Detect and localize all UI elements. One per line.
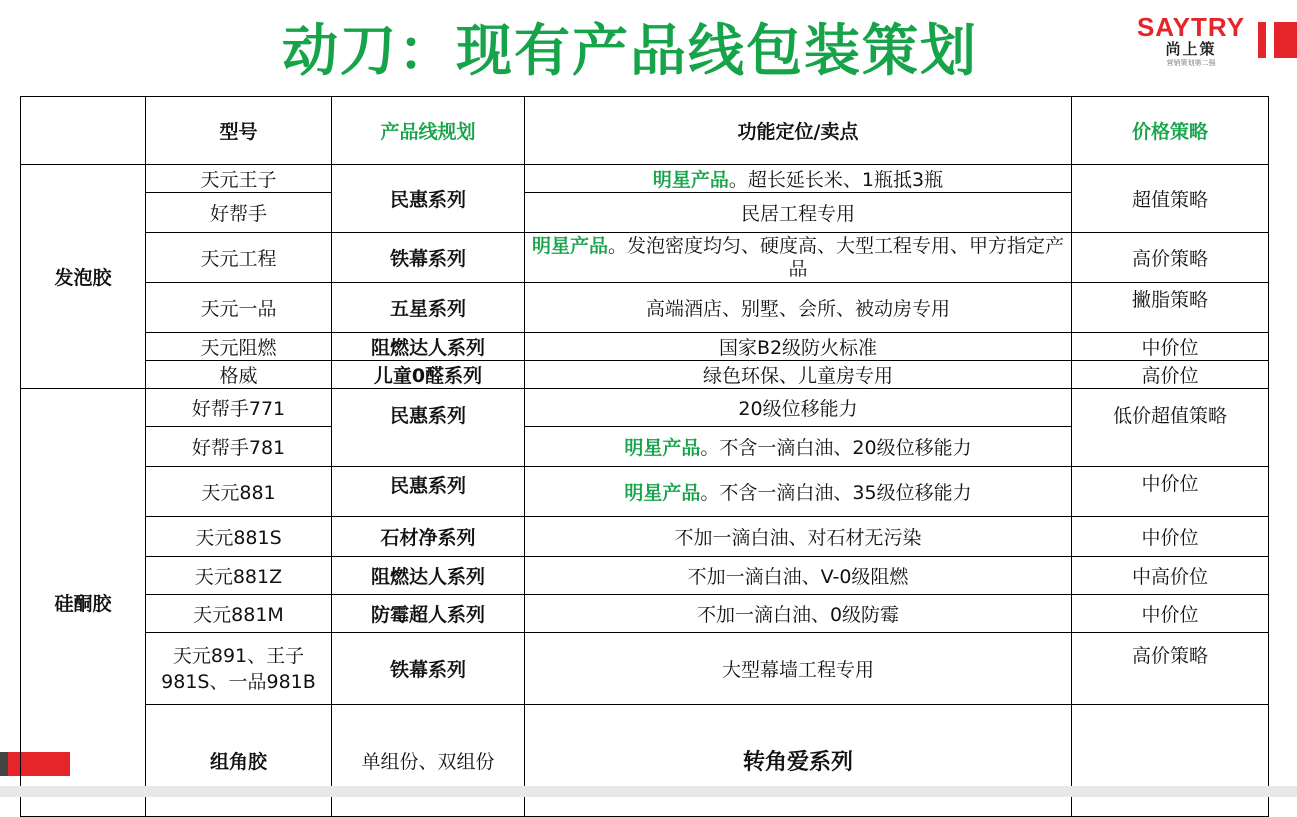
table-row [21,283,1269,333]
price-cell: 撇脂策略 [1072,283,1269,333]
feature-cell: 20级位移能力 [525,389,1072,427]
model-cell: 天元一品 [146,283,332,333]
table-row [21,165,1269,193]
logo-sub: 营销策划第二强 [1166,60,1216,67]
header-cell-series: 产品线规划 [332,97,525,165]
feature-cell: 不加一滴白油、0级防霉 [525,595,1072,633]
table-row [21,633,1269,705]
corner-notch [1266,22,1274,58]
series-cell: 石材净系列 [332,517,525,557]
model-cell: 好帮手771 [146,389,332,427]
star-product-label: 明星产品 [624,482,701,504]
price-cell: 高价策略 [1072,633,1269,705]
feature-cell: 大型幕墙工程专用 [525,633,1072,705]
series-cell: 阻燃达人系列 [332,333,525,361]
feature-cell [525,467,1072,517]
table-row [21,389,1269,427]
feature-cell [1072,705,1269,817]
series-cell: 阻燃达人系列 [332,557,525,595]
header-cell-price: 价格策略 [1072,97,1269,165]
model-cell: 好帮手 [146,193,332,233]
saytry-logo [1135,13,1247,73]
price-cell: 高价位 [1072,361,1269,389]
price-cell: 中高价位 [1072,557,1269,595]
price-cell: 中价位 [1072,467,1269,517]
model-cell: 天元阻燃 [146,333,332,361]
feature-cell: 不加一滴白油、V-0级阻燃 [525,557,1072,595]
series-cell: 儿童0醛系列 [332,361,525,389]
feature-cell: 不加一滴白油、对石材无污染 [525,517,1072,557]
feature-cell [525,233,1072,283]
feature-cell [525,165,1072,193]
series-cell: 转角爱系列 [525,705,1072,817]
table-row [21,705,1269,817]
price-cell: 高价策略 [1072,233,1269,283]
table-header-row [21,97,1269,165]
star-product-label: 明星产品 [652,169,729,191]
corner-dark-strip [0,752,8,776]
category-foam: 发泡胶 [21,165,146,389]
feature-cell: 绿色环保、儿童房专用 [525,361,1072,389]
logo-brand: SAYTRY [1136,12,1246,42]
feature-cell: 民居工程专用 [525,193,1072,233]
feature-text: 。不含一滴白油、35级位移能力 [700,482,972,504]
price-cell: 中价位 [1072,517,1269,557]
model-cell: 天元881 [146,467,332,517]
model-cell: 天元881S [146,517,332,557]
series-cell: 民惠系列 [332,389,525,467]
product-line-table [20,96,1269,817]
header-cell-model: 型号 [146,97,332,165]
feature-cell: 国家B2级防火标准 [525,333,1072,361]
series-cell: 铁幕系列 [332,633,525,705]
model-cell: 天元881Z [146,557,332,595]
price-cell: 超值策略 [1072,165,1269,233]
category-silicone: 硅酮胶 [21,389,146,817]
table-row [21,361,1269,389]
feature-text: 。超长延长米、1瓶抵3瓶 [728,169,944,191]
model-cell: 天元891、王子981S、一品981B [146,633,332,705]
category-corner: 组角胶 [146,705,332,817]
series-cell: 民惠系列 [332,165,525,233]
price-cell: 中价位 [1072,595,1269,633]
model-cell: 天元881M [146,595,332,633]
feature-text: 。发泡密度均匀、硬度高、大型工程专用、甲方指定产品 [608,234,1065,280]
price-cell: 中价位 [1072,333,1269,361]
header-cell-blank [21,97,146,165]
feature-text: 。不含一滴白油、20级位移能力 [700,437,972,459]
model-cell: 单组份、双组份 [332,705,525,817]
table-row [21,333,1269,361]
star-product-label: 明星产品 [531,234,608,257]
table-row [21,557,1269,595]
logo-cn: 尚上策 [1165,41,1217,58]
table-row [21,595,1269,633]
model-cell: 天元王子 [146,165,332,193]
bottom-bar [0,786,1297,797]
series-cell: 民惠系列 [332,467,525,517]
series-cell: 铁幕系列 [332,233,525,283]
table-row [21,233,1269,283]
model-cell: 好帮手781 [146,427,332,467]
corner-decoration-top-right [1258,22,1297,58]
star-product-label: 明星产品 [624,437,701,459]
table-row [21,467,1269,517]
model-cell: 格威 [146,361,332,389]
series-cell: 五星系列 [332,283,525,333]
price-cell: 低价超值策略 [1072,389,1269,467]
series-cell: 防霉超人系列 [332,595,525,633]
model-cell: 天元工程 [146,233,332,283]
feature-cell: 高端酒店、别墅、会所、被动房专用 [525,283,1072,333]
table-row [21,517,1269,557]
page-title: 动刀：现有产品线包装策划 [282,19,978,84]
feature-cell [525,427,1072,467]
header-cell-feature: 功能定位/卖点 [525,97,1072,165]
